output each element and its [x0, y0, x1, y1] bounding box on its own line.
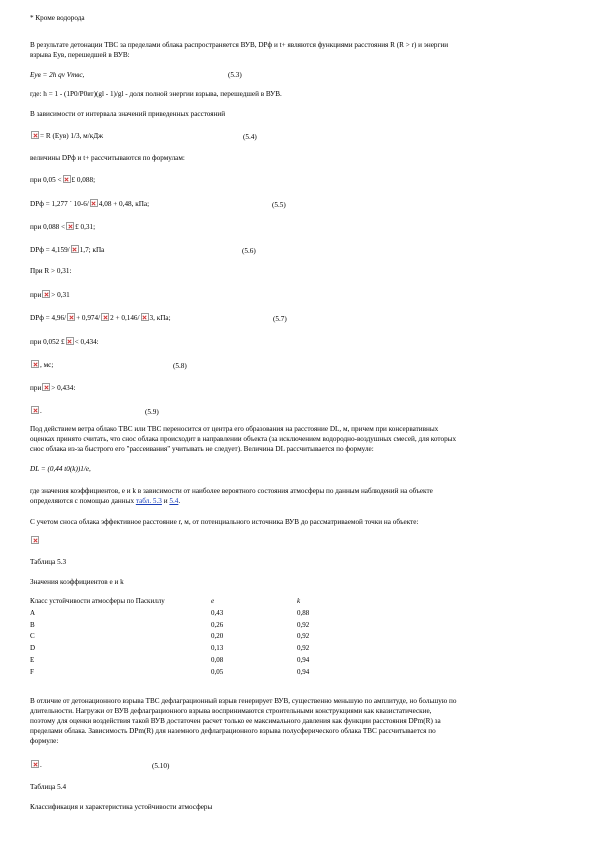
table-cell: B — [30, 620, 35, 629]
table-cell: A — [30, 608, 36, 617]
condition-3b — [30, 290, 70, 300]
formula-image-icon — [42, 290, 50, 298]
table-5-3-caption: Значения коэффициентов e и k — [30, 578, 124, 586]
condition-2-pre: при 0,088 < — [30, 223, 66, 231]
table-cell: 0,43 — [211, 608, 224, 617]
table-row — [30, 668, 357, 680]
effective-distance-text: С учетом сноса облака эффективное расстояние r, м, от потенциального источника ВУВ до рассматриваемой точки на объекте: — [30, 518, 419, 526]
formula-image-icon — [31, 760, 39, 768]
table-row — [30, 632, 357, 644]
table-header-cell: e — [211, 597, 215, 605]
table-row — [30, 621, 357, 633]
table-header-row — [30, 597, 357, 609]
formula-image-icon — [71, 245, 79, 253]
condition-4-post: < 0,434: — [74, 338, 99, 346]
equation-5-8-number: (5.8) — [173, 362, 187, 370]
equation-5-4-number: (5.4) — [243, 133, 257, 141]
paragraph-wind-line1: Под действием ветра облако ТВС или ТВС переносится от центра его образования на расстояние DL, м, причем при консервативных — [30, 425, 439, 433]
equation-5-6-pre: DPф = 4,159/ — [30, 246, 70, 254]
table-5-3-link[interactable]: табл. 5.3 — [135, 497, 162, 505]
paragraph-deflagration-line2: длительности. Нагрузки от ВУВ дефлаграционного взрыва воспринимаются строительными конструкциями как квазистатические, — [30, 707, 432, 715]
table-5-4-caption: Классификация и характеристика устойчивости атмосферы — [30, 803, 213, 811]
paragraph-coefficients-line2 — [30, 497, 180, 506]
condition-1-post: £ 0,088; — [71, 176, 96, 184]
equation-5-7-number: (5.7) — [273, 315, 287, 323]
table-cell: D — [30, 644, 36, 653]
formula-image-icon — [67, 313, 75, 321]
formula-image-icon — [90, 199, 98, 207]
equation-5-5 — [30, 199, 149, 209]
formula-image-icon — [101, 313, 109, 321]
paragraph-deflagration-line5: формуле: — [30, 737, 59, 745]
coef-line2-pre: определяются с помощью данных — [30, 497, 135, 505]
table-cell: 0,88 — [297, 608, 310, 617]
condition-5-post: > 0,434: — [51, 384, 76, 392]
table-cell: F — [30, 667, 34, 676]
paragraph-wind-line3: снос облака из-за быстрого его "рассеивания" учитывать не следует). Величина DL рассчитывается по формуле: — [30, 445, 374, 453]
table-cell: 0,08 — [211, 655, 224, 664]
table-cell: 0,92 — [297, 632, 310, 641]
equation-5-5-number: (5.5) — [272, 201, 286, 209]
equation-5-4 — [30, 131, 103, 141]
formula-image-icon — [31, 360, 39, 368]
table-cell: 0,92 — [297, 620, 310, 629]
paragraph-deflagration-line1: В отличие от детонационного взрыва ТВС дефлаграционный взрыв генерирует ВУВ, существенно меньшую по амплитуде, но большую по — [30, 697, 457, 705]
paragraph-deflagration-line4: пределами облака. Зависимость DPm(R) для наземного дефлаграционного взрыва полусферического облака ТВС рассчитывается по — [30, 727, 436, 735]
footnote-hydrogen: * Кроме водорода — [30, 14, 85, 22]
condition-1 — [30, 175, 95, 185]
equation-5-7-a: DPф = 4,96/ — [30, 314, 67, 322]
condition-3: При R > 0,31: — [30, 267, 72, 275]
table-row — [30, 656, 357, 668]
equation-5-6-number: (5.6) — [242, 247, 256, 255]
formula-image-icon — [63, 175, 71, 183]
table-cell: 0,94 — [297, 667, 310, 676]
equation-5-7-c: 2 + 0,146/ — [110, 314, 140, 322]
table-row — [30, 609, 357, 621]
condition-2 — [30, 222, 95, 232]
drift-formula — [30, 465, 91, 474]
condition-4 — [30, 337, 99, 347]
equation-5-6-post: 1,7; кПа — [79, 246, 105, 254]
equation-5-10-text: . — [40, 761, 42, 769]
table-cell: 0,26 — [211, 620, 224, 629]
effective-distance-formula — [30, 536, 40, 546]
drift-formula-text: DL = (0,44 t0(k))1/e, — [30, 465, 91, 473]
paragraph-detonation-line2: взрыва Eув, перешедшей в ВУВ: — [30, 51, 130, 59]
table-5-3 — [30, 597, 357, 680]
formula-image-icon — [31, 536, 39, 544]
paragraph-deflagration-line3: поэтому для оценки воздействия такой ВУВ достаточен расчет только ее максимального давления как функции расстояния DPm(R) за — [30, 717, 441, 725]
table-row — [30, 644, 357, 656]
condition-5 — [30, 383, 75, 393]
equation-5-3-number: (5.3) — [228, 71, 242, 79]
table-header-cell: Класс устойчивости атмосферы по Паскиллу — [30, 597, 165, 605]
equation-5-9 — [30, 406, 42, 416]
equation-5-8 — [30, 360, 53, 370]
range-dependence-text: В зависимости от интервала значений приведенных расстояний — [30, 110, 226, 118]
formula-image-icon — [66, 222, 74, 230]
paragraph-coefficients-line1: где значения коэффициентов, e и k в зависимости от наиболее вероятного состояния атмосферы по данным наблюдений на объекте — [30, 487, 433, 495]
table-5-4-title: Таблица 5.4 — [30, 783, 67, 791]
table-cell: C — [30, 632, 35, 641]
paragraph-detonation-line1: В результате детонации ТВС за пределами облака распространяется ВУВ, DPф и t+ являются функциями расстояния R (R > r) и энергии — [30, 41, 449, 49]
formula-image-icon — [66, 337, 74, 345]
table-cell: 0,05 — [211, 667, 224, 676]
equation-5-7-b: + 0,974/ — [76, 314, 101, 322]
formula-image-icon — [141, 313, 149, 321]
equation-5-9-number: (5.9) — [145, 408, 159, 416]
equation-5-3-text: Eув = 2h qv Vтвс, — [30, 71, 85, 79]
equation-5-8-text: , мс; — [40, 361, 54, 369]
equation-5-4-text: = R (Eув) 1/3, м/кДж — [40, 132, 104, 140]
table-5-3-title: Таблица 5.3 — [30, 558, 67, 566]
paragraph-wind-line2: оценках принято считать, что снос облака происходит в направлении объекта (за исключением водородно-воздушных смесей, для которых — [30, 435, 457, 443]
equation-5-7-d: 3, кПа; — [149, 314, 171, 322]
table-5-4-link[interactable]: 5.4 — [169, 497, 179, 505]
equation-5-9-text: . — [40, 407, 42, 415]
formula-image-icon — [31, 131, 39, 139]
coef-line2-mid: и — [163, 497, 168, 505]
equation-5-7 — [30, 313, 171, 323]
formula-image-icon — [42, 383, 50, 391]
equation-5-10-number: (5.10) — [152, 762, 170, 770]
condition-2-post: £ 0,31; — [75, 223, 96, 231]
equation-5-6 — [30, 245, 104, 255]
equation-5-3 — [30, 71, 84, 80]
equation-5-3-where: где: h = 1 - (1P0/P0вт)(gl - 1)/gl - доля полной энергии взрыва, перешедшей в ВУВ. — [30, 90, 282, 98]
condition-3b-pre: при — [30, 291, 42, 299]
table-cell: 0,20 — [211, 632, 224, 641]
table-header-cell: k — [297, 597, 301, 605]
table-cell: 0,92 — [297, 644, 310, 653]
condition-3b-post: > 0,31 — [51, 291, 70, 299]
table-cell: 0,94 — [297, 655, 310, 664]
formula-image-icon — [31, 406, 39, 414]
condition-5-pre: при — [30, 384, 42, 392]
equation-5-5-pre: DPф = 1,277 ´ 10-6/ — [30, 200, 89, 208]
coef-line2-end: . — [178, 497, 181, 505]
table-cell: 0,13 — [211, 644, 224, 653]
condition-1-pre: при 0,05 < — [30, 176, 62, 184]
equation-5-10 — [30, 760, 42, 770]
table-cell: E — [30, 655, 35, 664]
formula-intro: величины DPф и t+ рассчитываются по формулам: — [30, 154, 185, 162]
condition-4-pre: при 0,052 £ — [30, 338, 65, 346]
equation-5-5-post: 4,08 + 0,48, кПа; — [98, 200, 150, 208]
